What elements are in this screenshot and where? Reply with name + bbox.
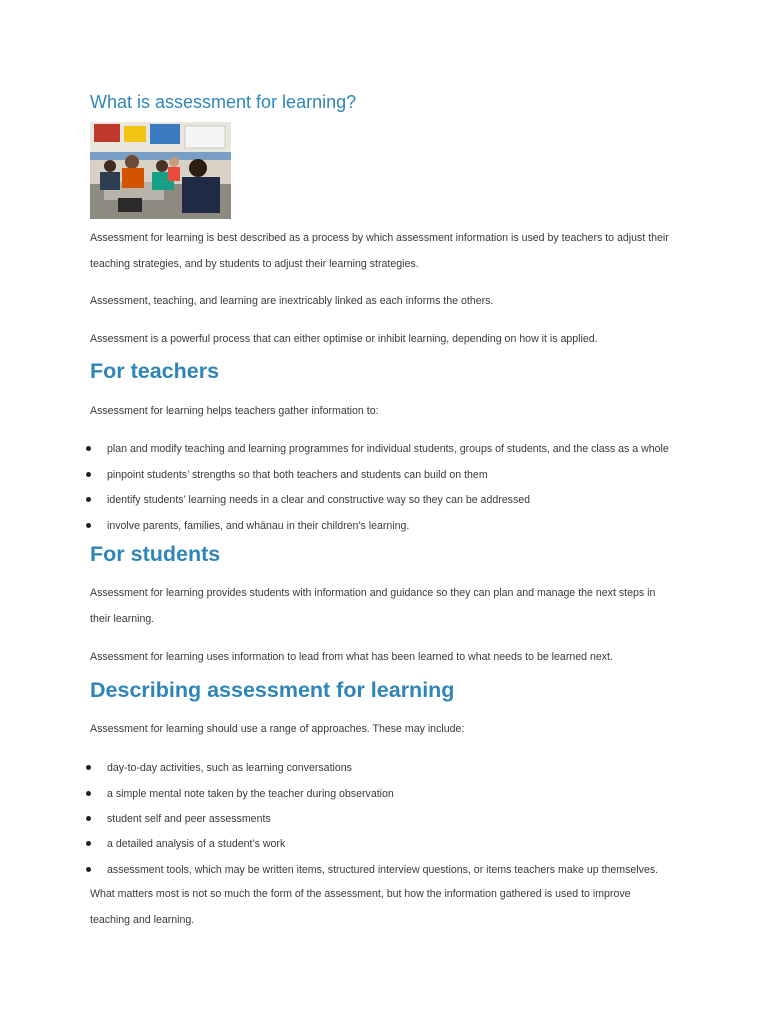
students-paragraph-2: Assessment for learning uses information to lead from what has been learned to what needs to be learned next.	[90, 651, 613, 663]
list-bullet	[86, 867, 91, 872]
list-item: assessment tools, which may be written items, structured interview questions, or items teachers make up themselves.	[107, 864, 659, 876]
list-item: student self and peer assessments	[107, 813, 271, 825]
list-bullet	[86, 765, 91, 770]
list-item: a simple mental note taken by the teacher during observation	[107, 788, 394, 800]
intro-paragraph-3: Assessment is a powerful process that can either optimise or inhibit learning, depending on how it is applied.	[90, 333, 598, 345]
page-title: What is assessment for learning?	[90, 92, 357, 112]
students-paragraph-1: Assessment for learning provides students with information and guidance so they can plan and manage the next steps in their learning.	[90, 587, 656, 625]
intro-paragraph-1: Assessment for learning is best described as a process by which assessment information is used by teachers to adjust their teaching strategies, and by students to adjust their learning strategies.	[90, 232, 669, 270]
list-bullet	[86, 472, 91, 477]
list-bullet	[86, 497, 91, 502]
teachers-heading: For teachers	[90, 359, 220, 383]
list-bullet	[86, 841, 91, 846]
list-item: a detailed analysis of a student’s work	[107, 838, 286, 850]
list-item: day-to-day activities, such as learning conversations	[107, 762, 352, 774]
intro-paragraph-2: Assessment, teaching, and learning are inextricably linked as each informs the others.	[90, 295, 494, 307]
describing-heading: Describing assessment for learning	[90, 678, 455, 702]
list-item: pinpoint students’ strengths so that both teachers and students can build on them	[107, 469, 488, 481]
list-bullet	[86, 791, 91, 796]
list-bullet	[86, 523, 91, 528]
students-heading: For students	[90, 542, 221, 566]
describing-lead: Assessment for learning should use a range of approaches. These may include:	[90, 723, 465, 735]
teachers-lead: Assessment for learning helps teachers gather information to:	[90, 405, 379, 417]
list-bullet	[86, 816, 91, 821]
closing-paragraph: What matters most is not so much the form of the assessment, but how the information gathered is used to improve teaching and learning.	[90, 888, 631, 926]
list-bullet	[86, 446, 91, 451]
classroom-photo	[90, 122, 231, 219]
list-item: plan and modify teaching and learning programmes for individual students, groups of students, and the class as a whole	[107, 443, 669, 455]
classroom-photo-illustration	[90, 122, 231, 219]
list-item: involve parents, families, and whānau in their children's learning.	[107, 520, 410, 532]
list-item: identify students’ learning needs in a clear and constructive way so they can be addressed	[107, 494, 531, 506]
